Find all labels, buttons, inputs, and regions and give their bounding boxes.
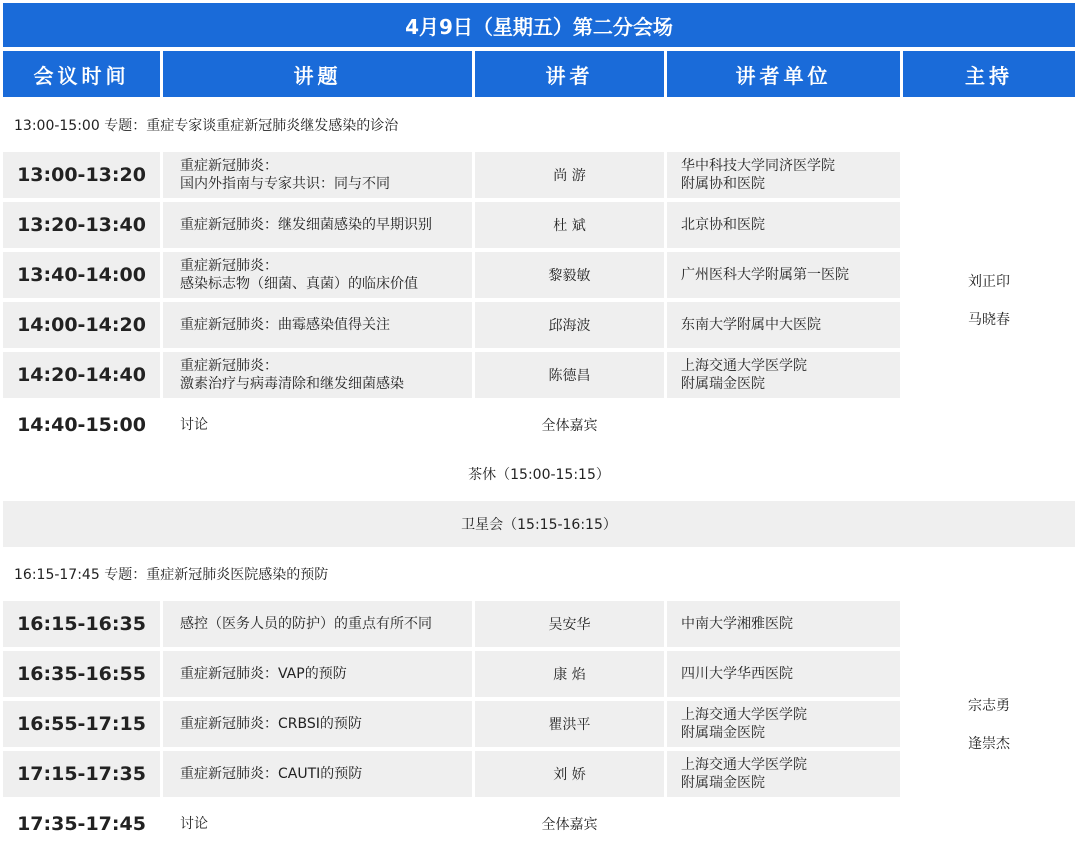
text-line: 重症新冠肺炎：继发细菌感染的早期识别 — [180, 217, 432, 233]
text-line: 重症新冠肺炎： — [180, 358, 278, 374]
talk-topic — [163, 252, 472, 298]
text-line: 讨论 — [180, 417, 208, 433]
text-line: 华中科技大学同济医学院 — [681, 158, 835, 174]
speaker-name: 陈德昌 — [475, 352, 664, 398]
talk-topic — [163, 651, 472, 697]
session-time: 13:40-14:00 — [3, 252, 160, 298]
text-line: 激素治疗与病毒清除和继发细菌感染 — [180, 376, 404, 392]
text-line: 感控（医务人员的防护）的重点有所不同 — [180, 616, 432, 632]
tea-break: 茶休（15:00-15:15） — [3, 451, 1075, 497]
text-line: 国内外指南与专家共识：同与不同 — [180, 176, 390, 192]
text-line: 讨论 — [180, 816, 208, 832]
text-line: 北京协和医院 — [681, 217, 765, 233]
text-line: 重症新冠肺炎： — [180, 158, 278, 174]
talk-topic — [163, 302, 472, 348]
talk-topic — [163, 801, 472, 847]
session-time: 14:00-14:20 — [3, 302, 160, 348]
speaker-name: 杜 斌 — [475, 202, 664, 248]
text-line: 广州医科大学附属第一医院 — [681, 267, 849, 283]
session-time: 14:20-14:40 — [3, 352, 160, 398]
speaker-org — [667, 651, 900, 697]
text-line: 重症新冠肺炎：CAUTI的预防 — [180, 766, 363, 782]
text-line: 附属瑞金医院 — [681, 775, 765, 791]
speaker-name: 刘 娇 — [475, 751, 664, 797]
session-time: 17:15-17:35 — [3, 751, 160, 797]
session-2-title: 16:15-17:45 专题：重症新冠肺炎医院感染的预防 — [3, 551, 1075, 597]
speaker-org — [667, 701, 900, 747]
speaker-name: 瞿洪平 — [475, 701, 664, 747]
host-name: 宗志勇 — [968, 698, 1010, 714]
text-line: 感染标志物（细菌、真菌）的临床价值 — [180, 276, 418, 292]
session-1-title: 13:00-15:00 专题：重症专家谈重症新冠肺炎继发感染的诊治 — [3, 102, 1075, 148]
column-header-topic: 讲题 — [163, 51, 472, 97]
speaker-name: 尚 游 — [475, 152, 664, 198]
speaker-org — [667, 751, 900, 797]
host-names — [903, 152, 1075, 448]
speaker-name: 黎毅敏 — [475, 252, 664, 298]
column-header-speaker: 讲者 — [475, 51, 664, 97]
speaker-org — [667, 302, 900, 348]
speaker-org — [667, 152, 900, 198]
text-line: 中南大学湘雅医院 — [681, 616, 793, 632]
text-line: 重症新冠肺炎：曲霉感染值得关注 — [180, 317, 390, 333]
page-title: 4月9日（星期五）第二分会场 — [3, 3, 1075, 47]
speaker-org — [667, 601, 900, 647]
speaker-org — [667, 402, 900, 448]
text-line: 上海交通大学医学院 — [681, 358, 807, 374]
text-line: 附属协和医院 — [681, 176, 765, 192]
session-time: 16:35-16:55 — [3, 651, 160, 697]
speaker-org — [667, 352, 900, 398]
text-line: 重症新冠肺炎： — [180, 258, 278, 274]
speaker-name: 康 焰 — [475, 651, 664, 697]
speaker-org — [667, 252, 900, 298]
session-time: 13:20-13:40 — [3, 202, 160, 248]
column-header-time: 会议时间 — [3, 51, 160, 97]
satellite-meeting: 卫星会（15:15-16:15） — [3, 501, 1075, 547]
session-time: 16:55-17:15 — [3, 701, 160, 747]
talk-topic — [163, 601, 472, 647]
text-line: 重症新冠肺炎：CRBSI的预防 — [180, 716, 362, 732]
speaker-name: 邱海波 — [475, 302, 664, 348]
text-line: 附属瑞金医院 — [681, 376, 765, 392]
text-line: 附属瑞金医院 — [681, 725, 765, 741]
talk-topic — [163, 202, 472, 248]
text-line: 重症新冠肺炎：VAP的预防 — [180, 666, 347, 682]
host-name: 马晓春 — [968, 312, 1010, 328]
session-time: 16:15-16:35 — [3, 601, 160, 647]
talk-topic — [163, 701, 472, 747]
talk-topic — [163, 751, 472, 797]
speaker-org — [667, 202, 900, 248]
text-line: 东南大学附属中大医院 — [681, 317, 821, 333]
session-time: 14:40-15:00 — [3, 402, 160, 448]
host-name: 刘正印 — [968, 274, 1010, 290]
host-names — [903, 601, 1075, 847]
column-header-org: 讲者单位 — [667, 51, 900, 97]
column-header-host: 主持 — [903, 51, 1075, 97]
speaker-name: 全体嘉宾 — [475, 402, 664, 448]
text-line: 上海交通大学医学院 — [681, 757, 807, 773]
text-line: 四川大学华西医院 — [681, 666, 793, 682]
text-line: 上海交通大学医学院 — [681, 707, 807, 723]
session-time: 13:00-13:20 — [3, 152, 160, 198]
talk-topic — [163, 402, 472, 448]
speaker-org — [667, 801, 900, 847]
talk-topic — [163, 352, 472, 398]
speaker-name: 全体嘉宾 — [475, 801, 664, 847]
talk-topic — [163, 152, 472, 198]
host-name: 逢崇杰 — [968, 736, 1010, 752]
session-time: 17:35-17:45 — [3, 801, 160, 847]
speaker-name: 吴安华 — [475, 601, 664, 647]
